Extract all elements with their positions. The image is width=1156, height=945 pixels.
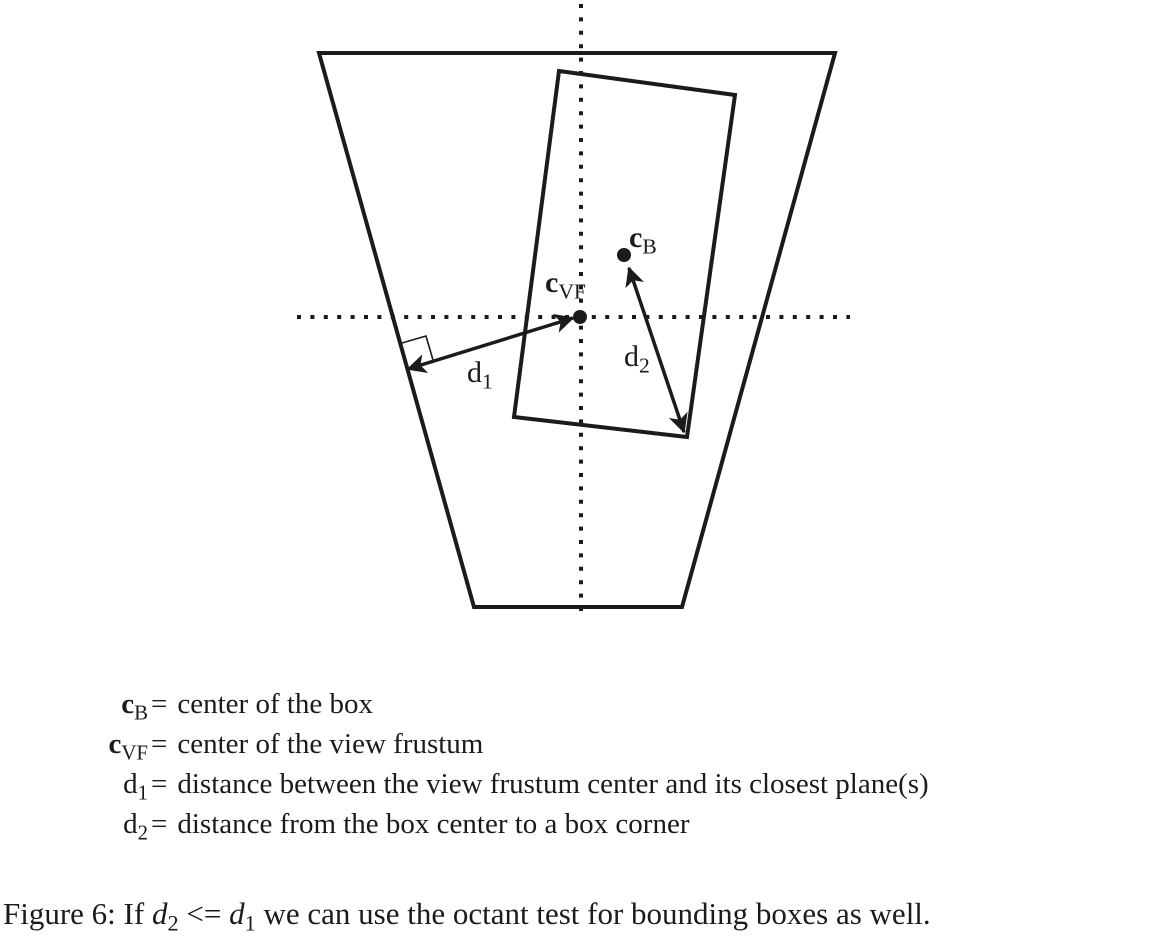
legend-symbol: $d_1$ bbox=[123, 768, 148, 805]
d2-subscript: 2 bbox=[639, 353, 650, 378]
cvf-subscript: VF bbox=[558, 279, 586, 304]
legend-description: center of the view frustum bbox=[177, 728, 484, 760]
legend-symbol: $d_2$ bbox=[123, 808, 148, 845]
legend-symbol: $c_B$ bbox=[121, 688, 148, 725]
legend-item-cvf bbox=[0, 724, 1156, 764]
d2-label bbox=[624, 342, 650, 377]
caption-d2-symbol: d bbox=[151, 896, 168, 931]
box-center-label bbox=[629, 223, 657, 258]
view-frustum-center-point bbox=[573, 310, 587, 324]
caption-d2-subscript: 2 bbox=[167, 910, 179, 936]
legend-description: center of the box bbox=[177, 688, 374, 720]
equals-sign: = bbox=[151, 728, 168, 760]
d1-subscript: 1 bbox=[482, 369, 493, 394]
right-angle-mark bbox=[402, 336, 433, 360]
caption-prefix: Figure 6: If bbox=[3, 896, 152, 931]
cvf-symbol: c bbox=[545, 266, 559, 299]
figure-caption bbox=[3, 893, 1155, 945]
legend-item-d1 bbox=[0, 764, 1156, 804]
equals-sign: = bbox=[151, 808, 168, 840]
legend-description: distance between the view frustum center and its closest plane(s) bbox=[177, 768, 929, 800]
d1-label bbox=[467, 358, 493, 393]
caption-suffix: we can use the octant test for bounding boxes as well. bbox=[255, 896, 931, 931]
view-frustum-outline bbox=[319, 53, 835, 607]
cb-subscript: B bbox=[642, 234, 657, 259]
frustum-center-label bbox=[545, 268, 586, 303]
legend-item-cb bbox=[0, 684, 1156, 724]
d2-symbol: d bbox=[624, 340, 639, 373]
legend-description: distance from the box center to a box corner bbox=[177, 808, 690, 840]
equals-sign: = bbox=[151, 688, 168, 720]
caption-d1-subscript: 1 bbox=[244, 910, 256, 936]
d1-symbol: d bbox=[467, 356, 482, 389]
legend-item-d2 bbox=[0, 804, 1156, 844]
legend-symbol: $c_{VF}$ bbox=[108, 728, 148, 765]
caption-d1-symbol: d bbox=[229, 896, 245, 931]
equals-sign: = bbox=[151, 768, 168, 800]
cb-symbol: c bbox=[629, 221, 643, 254]
legend bbox=[0, 684, 1156, 844]
caption-relation: <= bbox=[178, 896, 230, 931]
